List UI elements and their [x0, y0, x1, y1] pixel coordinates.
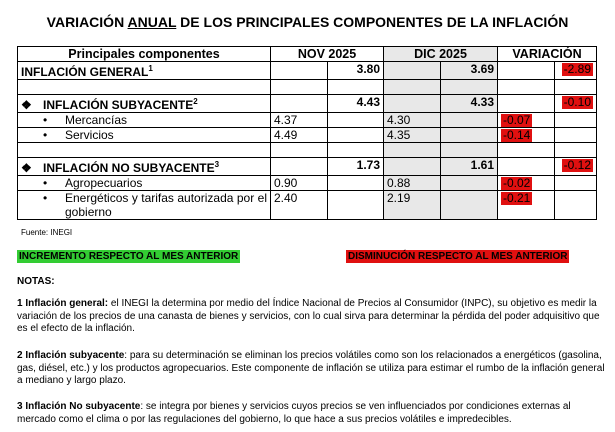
table-row: • Servicios 4.49 4.35 -0.14: [18, 128, 597, 143]
table-row: INFLACIÓN GENERAL$^1$ 3.80 3.69 -2.89: [18, 62, 597, 80]
header-components: Principales componentes: [18, 47, 271, 62]
table-row: • Agropecuarios 0.90 0.88 -0.02: [18, 176, 597, 191]
decrease-badge: -0.02: [503, 176, 531, 190]
notes-heading: NOTAS:: [17, 276, 55, 287]
decrease-badge: -0.14: [503, 128, 531, 142]
table-header: [18, 47, 597, 62]
dot-bullet-icon: •: [43, 128, 48, 142]
diamond-bullet-icon: ❖: [21, 161, 32, 175]
dot-bullet-icon: •: [43, 176, 48, 190]
dot-bullet-icon: •: [43, 191, 48, 205]
decrease-badge: -0.21: [503, 191, 531, 205]
header-dic: DIC 2025: [384, 47, 498, 62]
dot-bullet-icon: •: [43, 113, 48, 127]
table-row: • Mercancías 4.37 4.30 -0.07: [18, 113, 597, 128]
legend-increase: INCREMENTO RESPECTO AL MES ANTERIOR: [19, 251, 239, 262]
source-note: Fuente: INEGI: [21, 228, 73, 237]
legend-decrease: DISMINUCIÓN RESPECTO AL MES ANTERIOR: [348, 251, 568, 262]
decrease-badge: -0.12: [563, 158, 591, 172]
decrease-badge: -0.10: [563, 95, 591, 109]
table-row: ❖ INFLACIÓN SUBYACENTE$^2$ 4.43 4.33 -0.10: [18, 95, 597, 113]
header-nov: NOV 2025: [271, 47, 384, 62]
header-variation: VARIACIÓN: [498, 47, 597, 62]
decrease-badge: -0.07: [503, 113, 531, 127]
note-3: 3 Inflación No subyacente: se integra por bienes y servicios cuyos precios se ven influenciados por condiciones externas al mercado como el clima o por las regulaciones del gobierno, lo que hace a sus precios volátiles e impredecibles.: [17, 401, 571, 425]
table-row: • Energéticos y tarifas autorizada por el gobierno 2.40 2.19 -0.21: [18, 191, 597, 220]
page-title: VARIACIÓN ANUAL DE LOS PRINCIPALES COMPONENTES DE LA INFLACIÓN: [46, 14, 569, 30]
row-label: INFLACIÓN GENERAL: [21, 65, 149, 79]
inflation-table: [17, 46, 597, 220]
note-1: 1 Inflación general: el INEGI la determina por medio del Índice Nacional de Precios al Consumidor (INPC), su objetivo es medir la variación de los precios de una canasta de bienes y servicios, con lo cual sirva para determinar la pérdida del poder adquisitivo que es el efecto de la inflación.: [17, 298, 600, 334]
decrease-badge: -2.89: [563, 62, 591, 76]
diamond-bullet-icon: ❖: [21, 98, 32, 112]
note-2: 2 Inflación subyacente: para su determinación se eliminan los precios volátiles como son los relacionados a energéticos (gasolina, gas, diésel, etc.) y los productos agropecuarios. Este componente de inflación se utiliza para estimar el rumbo de la inflación general a mediano y largo plazo.: [17, 350, 605, 386]
table-row: ❖ INFLACIÓN NO SUBYACENTE$^3$ 1.73 1.61 -0.12: [18, 158, 597, 176]
